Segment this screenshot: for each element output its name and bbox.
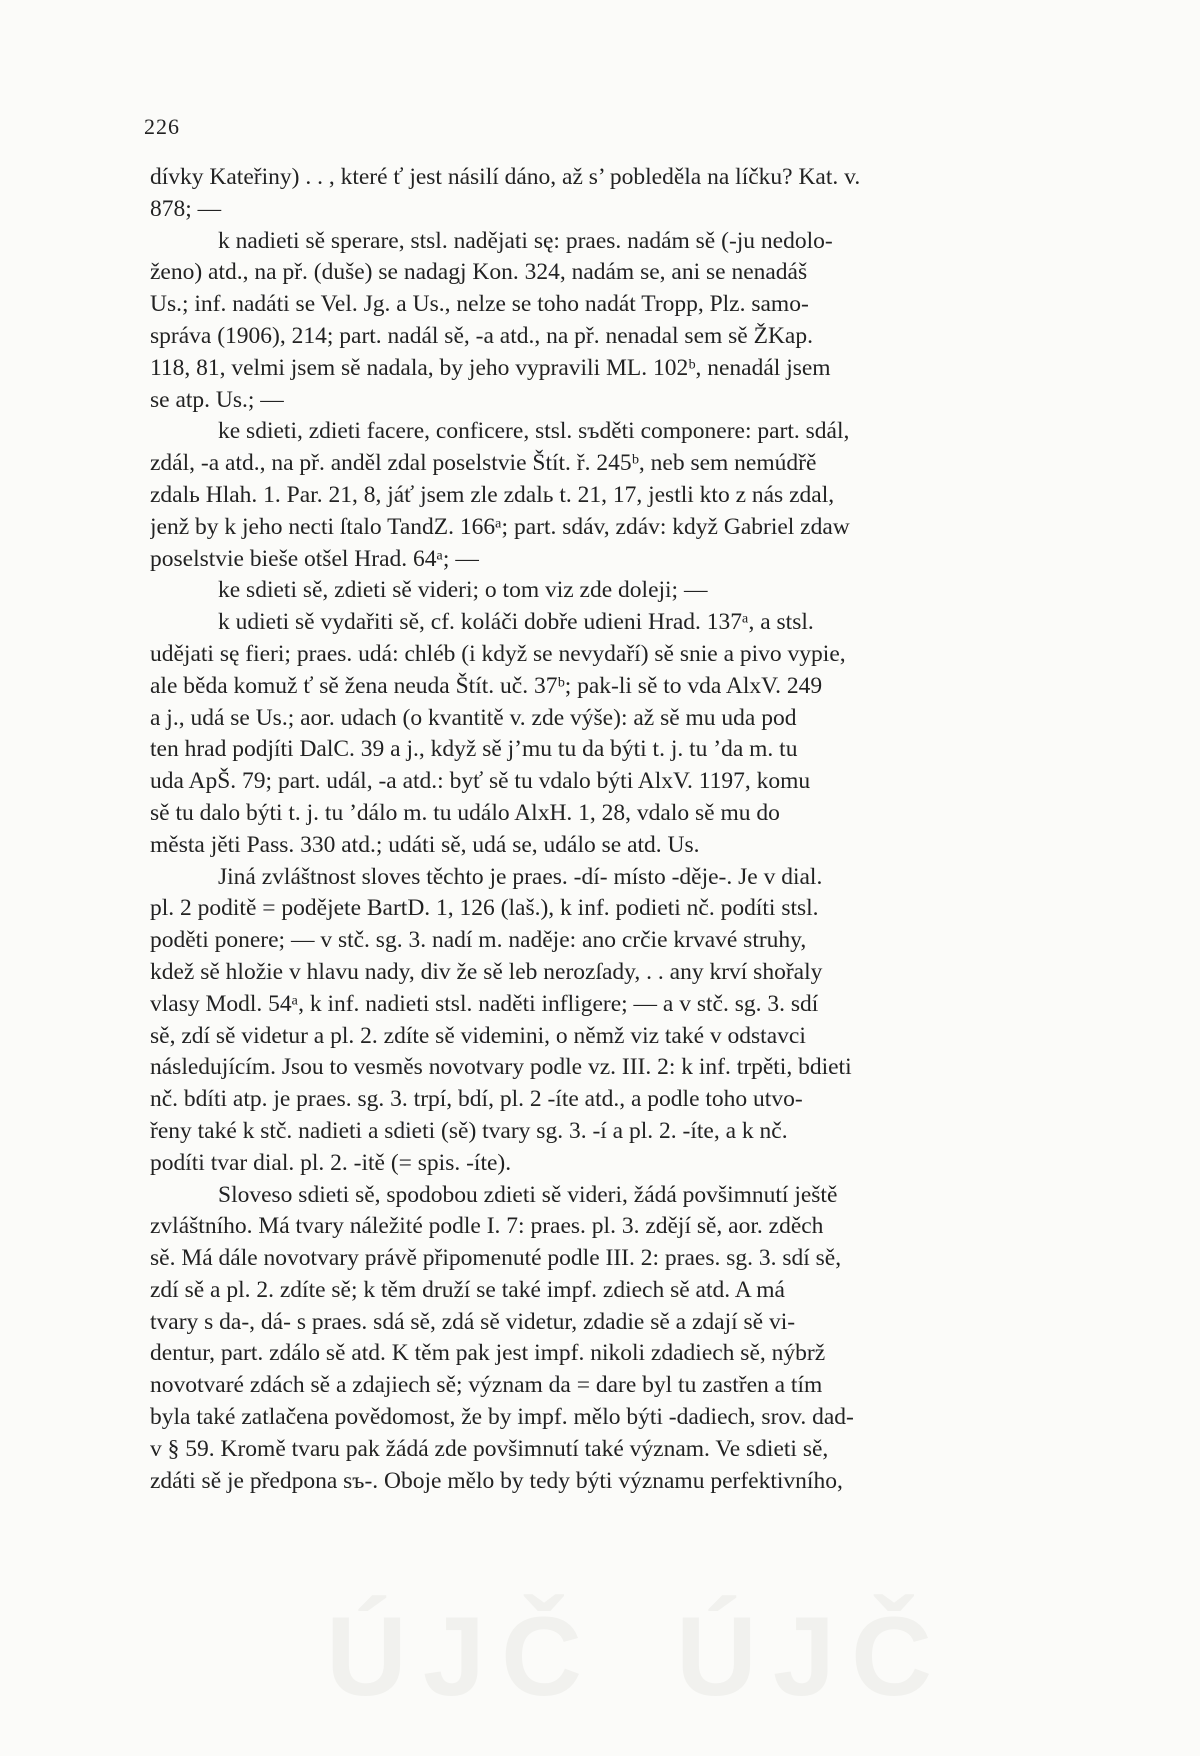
text-line: ke sdieti sě, zdieti sě videri; o tom viz zde doleji; —: [218, 577, 708, 604]
text-line: dentur, part. zdálo sě atd. K těm pak jest impf. nikoli zdadiech sě, nýbrž: [150, 1340, 826, 1367]
text-line: Us.; inf. nadáti se Vel. Jg. a Us., nelze se toho nadát Tropp, Plz. samo-: [150, 291, 809, 318]
text-line: uda ApŠ. 79; part. udál, -a atd.: byť sě tu vdalo býti AlxV. 1197, komu: [150, 768, 811, 795]
text-line: sě tu dalo býti t. j. tu ’dálo m. tu událo AlxH. 1, 28, vdalo sě mu do: [150, 799, 780, 826]
text-line: zdáti sě je předpona sъ-. Oboje mělo by tedy býti významu perfektivního,: [150, 1467, 843, 1494]
text-line: byla také zatlačena povědomost, že by impf. mělo býti -dadiech, srov. dad-: [150, 1404, 854, 1431]
text-line: tvary s da-, dá- s praes. sdá sě, zdá sě videtur, zdadie sě a zdají sě vi-: [150, 1308, 796, 1335]
body-text: [150, 162, 1110, 1497]
text-line: města jěti Pass. 330 atd.; udáti sě, udá se, událo se atd. Us.: [150, 831, 700, 858]
text-line: poděti ponere; — v stč. sg. 3. nadí m. naděje: ano crčie krvavé struhy,: [150, 927, 807, 954]
text-line: ženo) atd., na př. (duše) se nadagj Kon. 324, nadám se, ani se nenadáš: [150, 259, 808, 286]
text-line: sě, zdí sě videtur a pl. 2. zdíte sě videmini, o němž viz také v odstavci: [150, 1022, 806, 1049]
text-line: udějati sę fieri; praes. udá: chléb (i když se nevydaří) sě snie a pivo vypie,: [150, 640, 846, 667]
text-line: k udieti sě vydařiti sě, cf. koláči dobře udieni Hrad. 137ᵃ, a stsl.: [218, 609, 814, 636]
watermark: ÚJČ: [676, 1594, 949, 1719]
text-line: jenž by k jeho necti ſtalo TandZ. 166ᵃ; part. sdáv, zdáv: když Gabriel zdaw: [150, 513, 850, 540]
text-line: 878; —: [150, 195, 222, 222]
text-line: správa (1906), 214; part. nadál sě, -a atd., na př. nenadal sem sě ŽKap.: [150, 322, 813, 349]
text-line: ten hrad podjíti DalC. 39 a j., když sě j’mu tu da býti t. j. tu ’da m. tu: [150, 736, 798, 763]
watermark: ÚJČ: [326, 1594, 599, 1719]
text-line: zvláštního. Má tvary náležité podle I. 7: praes. pl. 3. zdějí sě, aor. zděch: [150, 1213, 824, 1240]
page-number: 226: [144, 114, 180, 139]
text-line: dívky Kateřiny) . . , které ť jest násilí dáno, až s’ pobleděla na líčku? Kat. v.: [150, 164, 861, 190]
text-line: řeny také k stč. nadieti a sdieti (sě) tvary sg. 3. -í a pl. 2. -íte, a k nč.: [150, 1117, 788, 1144]
text-line: 118, 81, velmi jsem sě nadala, by jeho vypravili ML. 102ᵇ, nenadál jsem: [150, 354, 831, 381]
text-line: poselstvie bieše otšel Hrad. 64ᵃ; —: [150, 545, 479, 572]
text-line: Jiná zvláštnost sloves těchto je praes. -dí- místo -děje-. Je v dial.: [218, 863, 823, 890]
text-line: pl. 2 poditě = podějete BartD. 1, 126 (laš.), k inf. podieti nč. podíti stsl.: [150, 895, 819, 922]
text-line: sě. Má dále novotvary právě připomenuté podle III. 2: praes. sg. 3. sdí sě,: [150, 1245, 842, 1272]
text-line: podíti tvar dial. pl. 2. -itě (= spis. -íte).: [150, 1149, 512, 1176]
text-line: následujícím. Jsou to vesměs novotvary podle vz. III. 2: k inf. trpěti, bdieti: [150, 1054, 852, 1081]
text-line: ale běda komuž ť sě žena neuda Štít. uč. 37ᵇ; pak-li sě to vda AlxV. 249: [150, 672, 823, 699]
text-line: zdí sě a pl. 2. zdíte sě; k těm druží se také impf. zdiech sě atd. A má: [150, 1276, 785, 1303]
text-line: zdalь Hlah. 1. Par. 21, 8, jáť jsem zle zdalь t. 21, 17, jestli kto z nás zdal,: [150, 481, 835, 508]
text-line: se atp. Us.; —: [150, 386, 284, 413]
text-line: vlasy Modl. 54ᵃ, k inf. nadieti stsl. naděti infligere; — a v stč. sg. 3. sdí: [150, 990, 819, 1017]
text-line: a j., udá se Us.; aor. udach (o kvantitě v. zde výše): až sě mu uda pod: [150, 704, 797, 731]
text-line: novotvaré zdách sě a zdajiech sě; význam da = dare byl tu zastřen a tím: [150, 1372, 823, 1399]
text-line: Sloveso sdieti sě, spodobou zdieti sě videri, žádá povšimnutí ještě: [218, 1181, 838, 1208]
text-line: ke sdieti, zdieti facere, conficere, stsl. sъděti componere: part. sdál,: [218, 418, 850, 445]
text-line: v § 59. Kromě tvaru pak žádá zde povšimnutí také význam. Ve sdieti sě,: [150, 1435, 829, 1462]
text-line: nč. bdíti atp. je praes. sg. 3. trpí, bdí, pl. 2 -íte atd., a podle toho utvo-: [150, 1086, 803, 1113]
text-line: kdež sě hložie v hlavu nady, div že sě leb nerozſady, . . any krví shořaly: [150, 958, 823, 985]
text-line: k nadieti sě sperare, stsl. nadějati sę: praes. nadám sě (-ju nedolo-: [218, 227, 833, 254]
text-line: zdál, -a atd., na př. anděl zdal poselstvie Štít. ř. 245ᵇ, neb sem nemúdřě: [150, 450, 817, 477]
